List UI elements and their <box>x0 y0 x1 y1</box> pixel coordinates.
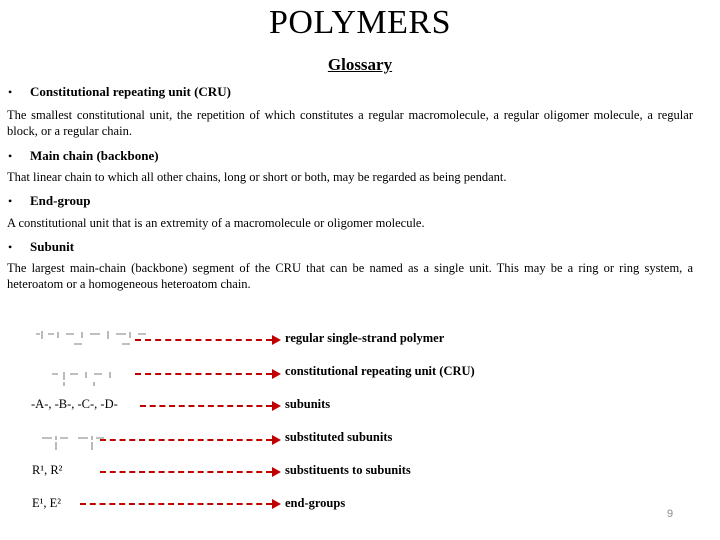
bullet-icon: • <box>8 194 13 208</box>
cru-formula-icon <box>48 366 128 390</box>
glossary-term-main-chain <box>8 148 159 164</box>
arrow-icon <box>140 405 272 407</box>
glossary-definition-cru: The smallest constitutional unit, the repetition of which constitutes a regular macromolecule, a regular oligomer molecule, a regular block, or a regular chain. <box>7 108 693 138</box>
glossary-definition-end-group: A constitutional unit that is an extremity of a macromolecule or oligomer molecule. <box>7 216 425 230</box>
label-substituted-subunits: substituted subunits <box>285 430 393 444</box>
label-subunits: subunits <box>285 397 331 411</box>
page-title: POLYMERS <box>269 4 451 41</box>
glossary-definition-subunit: The largest main-chain (backbone) segment of the CRU that can be named as a single unit. This may be a ring or ring system, a heteroatom or a homogeneous heteroatom chain. <box>7 261 693 291</box>
bullet-icon: • <box>8 149 13 163</box>
arrow-icon <box>135 373 272 375</box>
term-label: Subunit <box>30 239 75 254</box>
substituted-subunit-formula-icon <box>38 428 118 454</box>
subunits-formula: -A-, -B-, -C-, -D- <box>31 397 118 411</box>
term-label: End-group <box>30 193 91 208</box>
page-number: 9 <box>667 508 674 520</box>
glossary-term-subunit <box>8 239 74 255</box>
bullet-icon: • <box>8 85 13 99</box>
glossary-heading: Glossary <box>327 55 393 74</box>
arrow-icon <box>100 471 272 473</box>
glossary-term-cru <box>8 84 231 100</box>
bullet-icon: • <box>8 240 13 254</box>
glossary-definition-main-chain: That linear chain to which all other chains, long or short or both, may be regarded as being pendant. <box>7 170 507 184</box>
term-label: Constitutional repeating unit (CRU) <box>30 84 231 99</box>
end-groups-formula: E¹, E² <box>32 496 62 510</box>
glossary-term-end-group <box>8 193 90 209</box>
polymer-formula-icon <box>30 328 160 354</box>
arrow-icon <box>135 339 272 341</box>
label-cru: constitutional repeating unit (CRU) <box>285 364 475 378</box>
substituents-formula: R¹, R² <box>32 463 63 477</box>
arrow-icon <box>80 503 272 505</box>
arrow-icon <box>100 439 272 441</box>
term-label: Main chain (backbone) <box>30 148 159 163</box>
label-end-groups: end-groups <box>285 496 346 510</box>
label-substituents: substituents to subunits <box>285 463 411 477</box>
label-regular-single-strand-polymer: regular single-strand polymer <box>285 331 445 345</box>
